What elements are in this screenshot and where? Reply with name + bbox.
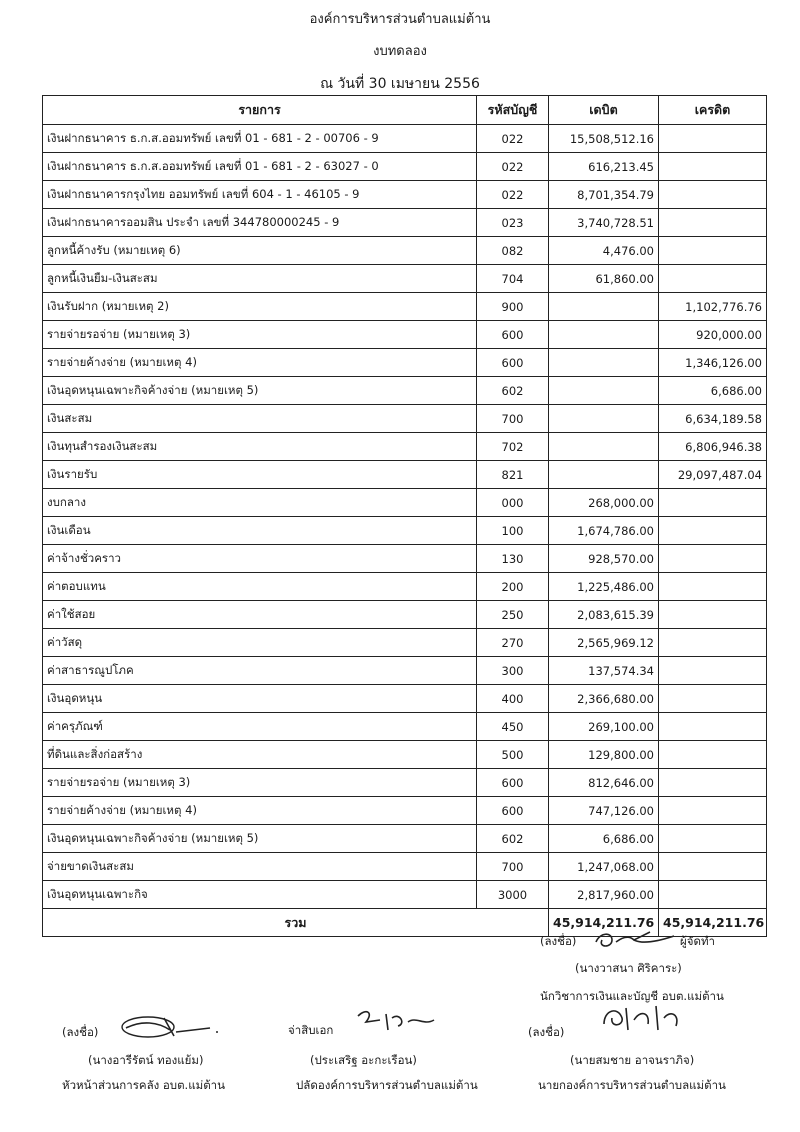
table-row — [43, 741, 767, 769]
table-row — [43, 489, 767, 517]
debit-cell: 61,860.00 — [549, 265, 659, 293]
table-row — [43, 209, 767, 237]
credit-cell: 1,102,776.76 — [659, 293, 767, 321]
credit-cell: 29,097,487.04 — [659, 461, 767, 489]
debit-cell — [549, 461, 659, 489]
credit-cell — [659, 713, 767, 741]
debit-cell: 2,817,960.00 — [549, 881, 659, 909]
table-row — [43, 349, 767, 377]
table-row — [43, 125, 767, 153]
account-name-cell: เงินอุดหนุนเฉพาะกิจค้างจ่าย (หมายเหตุ 5) — [43, 825, 477, 853]
document-date: ณ วันที่ 30 เมษายน 2556 — [320, 76, 480, 92]
middle-rank-label: จ่าสิบเอก — [288, 1023, 334, 1037]
debit-cell: 269,100.00 — [549, 713, 659, 741]
account-code-cell: 602 — [477, 825, 549, 853]
credit-cell — [659, 125, 767, 153]
account-name-cell: เงินฝากธนาคารออมสิน ประจำ เลขที่ 344780000245 - 9 — [43, 209, 477, 237]
preparer-name: (นางวาสนา ศิริคาระ) — [575, 961, 682, 975]
table-row — [43, 629, 767, 657]
total-credit: 45,914,211.76 — [659, 909, 767, 937]
account-name-cell: ที่ดินและสิ่งก่อสร้าง — [43, 741, 477, 769]
middle-name: (ประเสริฐ อะกะเรือน) — [310, 1053, 417, 1067]
debit-cell — [549, 349, 659, 377]
credit-cell — [659, 629, 767, 657]
account-name-cell: เงินอุดหนุน — [43, 685, 477, 713]
credit-cell: 6,686.00 — [659, 377, 767, 405]
credit-cell — [659, 769, 767, 797]
debit-cell — [549, 377, 659, 405]
account-code-cell: 602 — [477, 377, 549, 405]
table-row — [43, 797, 767, 825]
debit-cell: 928,570.00 — [549, 545, 659, 573]
total-label: รวม — [43, 909, 549, 937]
credit-cell — [659, 797, 767, 825]
preparer-signature — [590, 926, 680, 952]
debit-cell: 15,508,512.16 — [549, 125, 659, 153]
account-code-cell: 600 — [477, 797, 549, 825]
debit-cell — [549, 321, 659, 349]
account-name-cell: เงินรายรับ — [43, 461, 477, 489]
debit-cell: 8,701,354.79 — [549, 181, 659, 209]
account-code-cell: 270 — [477, 629, 549, 657]
debit-cell: 747,126.00 — [549, 797, 659, 825]
org-name: องค์การบริหารส่วนตำบลแม่ต้าน — [309, 12, 491, 27]
debit-cell: 6,686.00 — [549, 825, 659, 853]
debit-cell — [549, 293, 659, 321]
credit-cell — [659, 601, 767, 629]
account-name-cell: เงินเดือน — [43, 517, 477, 545]
credit-cell: 1,346,126.00 — [659, 349, 767, 377]
account-code-cell: 200 — [477, 573, 549, 601]
table-row — [43, 461, 767, 489]
account-name-cell: ค่าครุภัณฑ์ — [43, 713, 477, 741]
account-name-cell: เงินทุนสำรองเงินสะสม — [43, 433, 477, 461]
debit-cell: 129,800.00 — [549, 741, 659, 769]
account-name-cell: เงินฝากธนาคารกรุงไทย ออมทรัพย์ เลขที่ 604 - 1 - 46105 - 9 — [43, 181, 477, 209]
right-sign-label: (ลงชื่อ) — [528, 1025, 565, 1039]
table-row — [43, 713, 767, 741]
account-code-cell: 022 — [477, 125, 549, 153]
credit-cell — [659, 573, 767, 601]
account-code-cell: 450 — [477, 713, 549, 741]
table-row — [43, 433, 767, 461]
table-header-row — [43, 96, 767, 125]
account-name-cell: รายจ่ายค้างจ่าย (หมายเหตุ 4) — [43, 797, 477, 825]
debit-cell: 616,213.45 — [549, 153, 659, 181]
table-row — [43, 545, 767, 573]
account-name-cell: ลูกหนี้เงินยืม-เงินสะสม — [43, 265, 477, 293]
debit-cell — [549, 433, 659, 461]
column-header-item: รายการ — [43, 96, 477, 125]
middle-signature — [352, 1004, 448, 1036]
credit-cell — [659, 181, 767, 209]
document-title: งบทดลอง — [373, 44, 427, 59]
left-sign-label: (ลงชื่อ) — [62, 1025, 99, 1039]
debit-cell: 268,000.00 — [549, 489, 659, 517]
account-name-cell: ค่าจ้างชั่วคราว — [43, 545, 477, 573]
account-code-cell: 700 — [477, 405, 549, 433]
credit-cell: 6,634,189.58 — [659, 405, 767, 433]
account-code-cell: 3000 — [477, 881, 549, 909]
left-position: หัวหน้าส่วนการคลัง อบต.แม่ต้าน — [62, 1078, 225, 1092]
account-name-cell: รายจ่ายรอจ่าย (หมายเหตุ 3) — [43, 769, 477, 797]
trial-balance-table — [42, 95, 767, 937]
credit-cell — [659, 657, 767, 685]
account-name-cell: เงินฝากธนาคาร ธ.ก.ส.ออมทรัพย์ เลขที่ 01 - 681 - 2 - 00706 - 9 — [43, 125, 477, 153]
column-header-debit: เดบิต — [549, 96, 659, 125]
table-row — [43, 293, 767, 321]
preparer-role: ผู้จัดทำ — [680, 934, 715, 948]
credit-cell: 920,000.00 — [659, 321, 767, 349]
account-name-cell: เงินอุดหนุนเฉพาะกิจ — [43, 881, 477, 909]
table-row — [43, 237, 767, 265]
credit-cell — [659, 489, 767, 517]
account-name-cell: เงินรับฝาก (หมายเหตุ 2) — [43, 293, 477, 321]
account-code-cell: 250 — [477, 601, 549, 629]
table-row — [43, 405, 767, 433]
debit-cell: 1,674,786.00 — [549, 517, 659, 545]
account-code-cell: 022 — [477, 153, 549, 181]
debit-cell — [549, 405, 659, 433]
table-row — [43, 825, 767, 853]
debit-cell: 3,740,728.51 — [549, 209, 659, 237]
account-name-cell: รายจ่ายค้างจ่าย (หมายเหตุ 4) — [43, 349, 477, 377]
table-row — [43, 685, 767, 713]
account-name-cell: รายจ่ายรอจ่าย (หมายเหตุ 3) — [43, 321, 477, 349]
credit-cell — [659, 881, 767, 909]
credit-cell — [659, 153, 767, 181]
account-name-cell: ค่าสาธารณูปโภค — [43, 657, 477, 685]
account-code-cell: 000 — [477, 489, 549, 517]
account-code-cell: 821 — [477, 461, 549, 489]
account-name-cell: ค่าใช้สอย — [43, 601, 477, 629]
credit-cell — [659, 265, 767, 293]
account-name-cell: จ่ายขาดเงินสะสม — [43, 853, 477, 881]
left-name: (นางอารีรัตน์ ทองแย้ม) — [88, 1053, 204, 1067]
account-code-cell: 700 — [477, 853, 549, 881]
account-code-cell: 130 — [477, 545, 549, 573]
table-row — [43, 853, 767, 881]
account-code-cell: 300 — [477, 657, 549, 685]
account-name-cell: งบกลาง — [43, 489, 477, 517]
credit-cell — [659, 237, 767, 265]
column-header-credit: เครดิต — [659, 96, 767, 125]
table-row — [43, 181, 767, 209]
debit-cell: 1,247,068.00 — [549, 853, 659, 881]
credit-cell — [659, 825, 767, 853]
right-signature — [596, 1000, 692, 1036]
debit-cell: 812,646.00 — [549, 769, 659, 797]
credit-cell — [659, 517, 767, 545]
account-code-cell: 900 — [477, 293, 549, 321]
table-row — [43, 657, 767, 685]
total-debit: 45,914,211.76 — [549, 909, 659, 937]
credit-cell — [659, 685, 767, 713]
account-code-cell: 600 — [477, 769, 549, 797]
debit-cell: 4,476.00 — [549, 237, 659, 265]
account-code-cell: 500 — [477, 741, 549, 769]
table-row — [43, 601, 767, 629]
table-row — [43, 265, 767, 293]
account-code-cell: 400 — [477, 685, 549, 713]
column-header-code: รหัสบัญชี — [477, 96, 549, 125]
account-code-cell: 702 — [477, 433, 549, 461]
account-code-cell: 022 — [477, 181, 549, 209]
account-code-cell: 100 — [477, 517, 549, 545]
account-name-cell: ลูกหนี้ค้างรับ (หมายเหตุ 6) — [43, 237, 477, 265]
table-row — [43, 321, 767, 349]
account-code-cell: 082 — [477, 237, 549, 265]
account-name-cell: เงินอุดหนุนเฉพาะกิจค้างจ่าย (หมายเหตุ 5) — [43, 377, 477, 405]
credit-cell — [659, 209, 767, 237]
right-name: (นายสมชาย อาจนราภิจ) — [570, 1053, 695, 1067]
credit-cell — [659, 741, 767, 769]
table-row — [43, 573, 767, 601]
table-row — [43, 517, 767, 545]
table-row — [43, 769, 767, 797]
table-row — [43, 153, 767, 181]
left-signature — [118, 1010, 228, 1044]
preparer-sign-label: (ลงชื่อ) — [540, 934, 577, 948]
account-name-cell: ค่าวัสดุ — [43, 629, 477, 657]
credit-cell — [659, 545, 767, 573]
account-code-cell: 023 — [477, 209, 549, 237]
credit-cell — [659, 853, 767, 881]
debit-cell: 2,565,969.12 — [549, 629, 659, 657]
debit-cell: 2,083,615.39 — [549, 601, 659, 629]
account-code-cell: 600 — [477, 349, 549, 377]
account-name-cell: เงินสะสม — [43, 405, 477, 433]
account-name-cell: ค่าตอบแทน — [43, 573, 477, 601]
table-row — [43, 377, 767, 405]
debit-cell: 1,225,486.00 — [549, 573, 659, 601]
debit-cell: 2,366,680.00 — [549, 685, 659, 713]
debit-cell: 137,574.34 — [549, 657, 659, 685]
right-position: นายกองค์การบริหารส่วนตำบลแม่ต้าน — [538, 1078, 726, 1092]
credit-cell: 6,806,946.38 — [659, 433, 767, 461]
middle-position: ปลัดองค์การบริหารส่วนตำบลแม่ต้าน — [296, 1078, 478, 1092]
account-name-cell: เงินฝากธนาคาร ธ.ก.ส.ออมทรัพย์ เลขที่ 01 - 681 - 2 - 63027 - 0 — [43, 153, 477, 181]
account-code-cell: 704 — [477, 265, 549, 293]
account-code-cell: 600 — [477, 321, 549, 349]
preparer-position: นักวิชาการเงินและบัญชี อบต.แม่ต้าน — [540, 989, 724, 1003]
table-row — [43, 881, 767, 909]
